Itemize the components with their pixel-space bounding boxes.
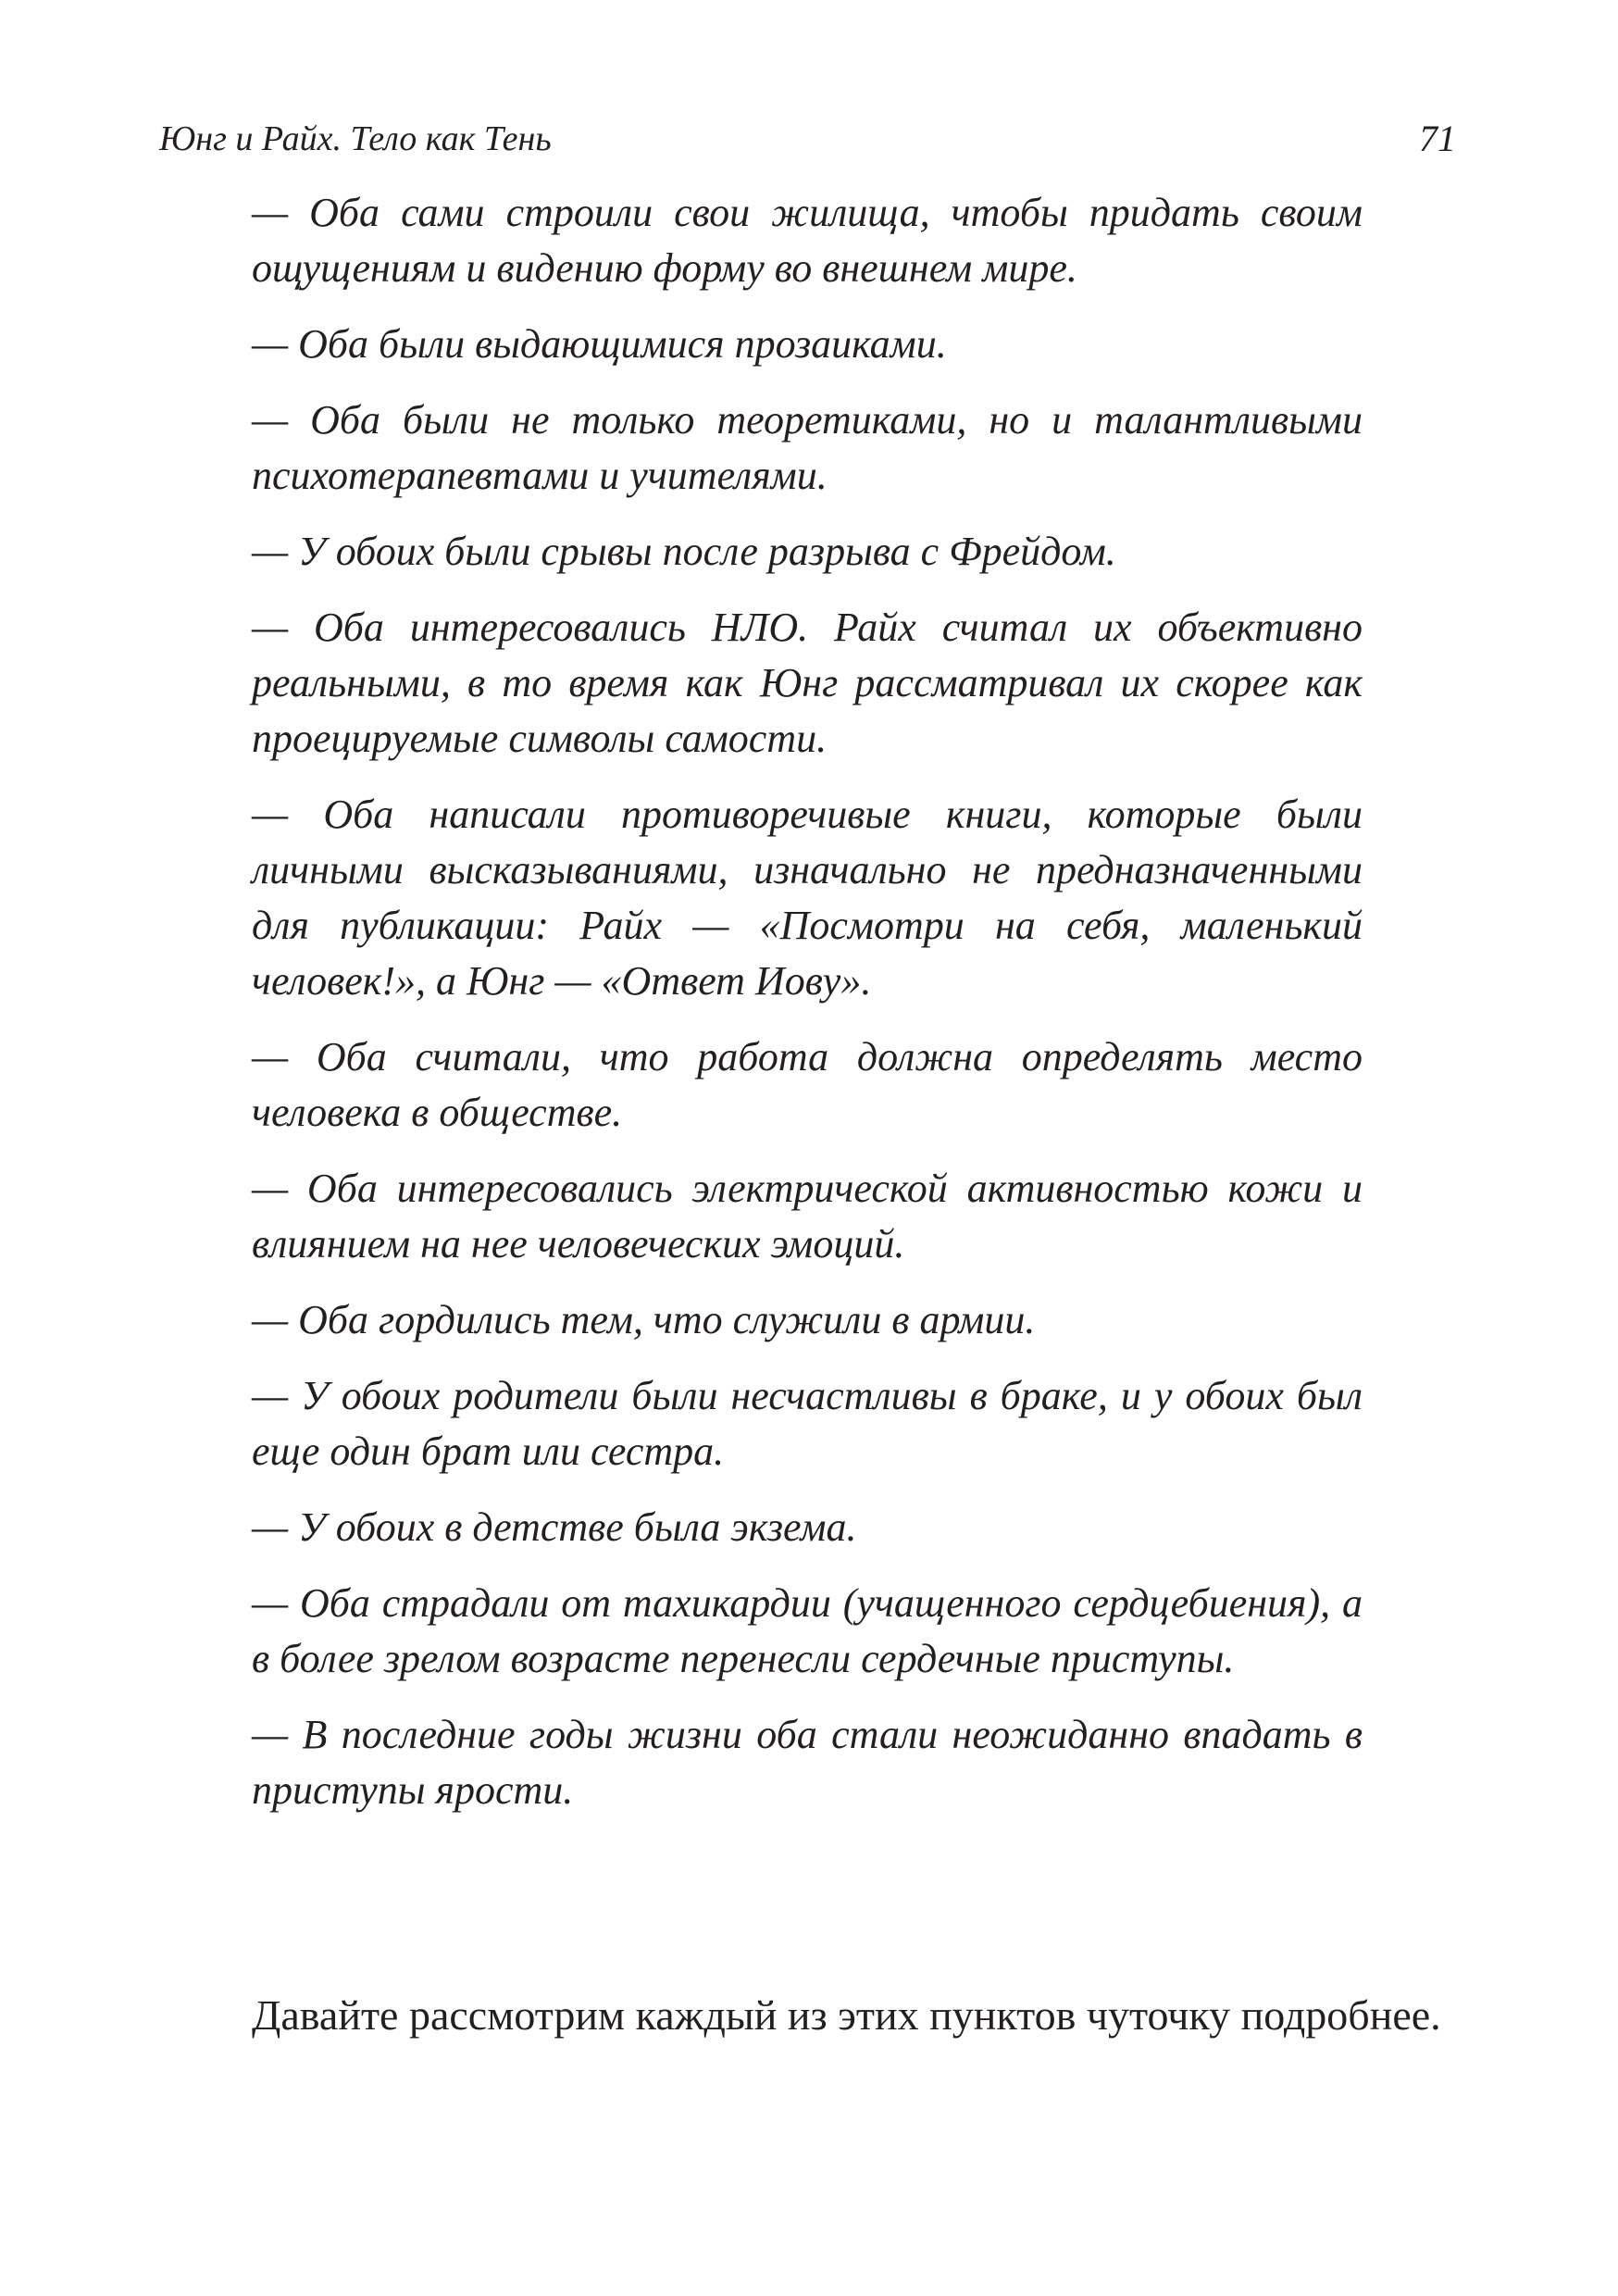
running-title: Юнг и Райх. Тело как Тень	[159, 119, 552, 158]
list-item: — У обоих были срывы после разрыва с Фрейдом.	[252, 529, 1116, 574]
list-item: — Оба были выдающимися прозаиками.	[252, 321, 947, 367]
list-item: — У обоих родители были несчастливы в браке, и у обоих был еще один брат или сестра.	[252, 1373, 1363, 1474]
list-item: — Оба написали противоречивые книги, которые были личными высказываниями, изначально не предназначенными для публикации: Райх — «Посмотри на себя, маленький человек!», а Юнг — «Ответ Иову».	[252, 792, 1363, 1004]
list-item: — В последние годы жизни оба стали неожиданно впадать в приступы ярости.	[252, 1712, 1363, 1813]
similarities-list	[252, 185, 1363, 1839]
list-item: — Оба считали, что работа должна определять место человека в обществе.	[252, 1034, 1363, 1135]
list-item: — Оба сами строили свои жилища, чтобы придать своим ощущениям и видению форму во внешнем мире.	[252, 190, 1363, 291]
list-item: — Оба интересовались электрической активностью кожи и влиянием на нее человеческих эмоций.	[252, 1166, 1363, 1267]
list-item: — У обоих в детстве была экзема.	[252, 1504, 857, 1550]
closing-paragraph: Давайте рассмотрим каждый из этих пунктов чуточку подробнее.	[252, 1991, 1441, 2039]
list-item: — Оба страдали от тахикардии (учащенного сердцебиения), а в более зрелом возрасте перенесли сердечные приступы.	[252, 1580, 1363, 1681]
page-number: 71	[1419, 118, 1456, 159]
list-item: — Оба были не только теоретиками, но и талантливыми психотерапевтами и учителями.	[252, 397, 1363, 498]
list-item: — Оба интересовались НЛО. Райх считал их объективно реальными, в то время как Юнг рассматривал их скорее как проецируемые символы самости.	[252, 605, 1363, 761]
list-item: — Оба гордились тем, что служили в армии.	[252, 1297, 1036, 1342]
